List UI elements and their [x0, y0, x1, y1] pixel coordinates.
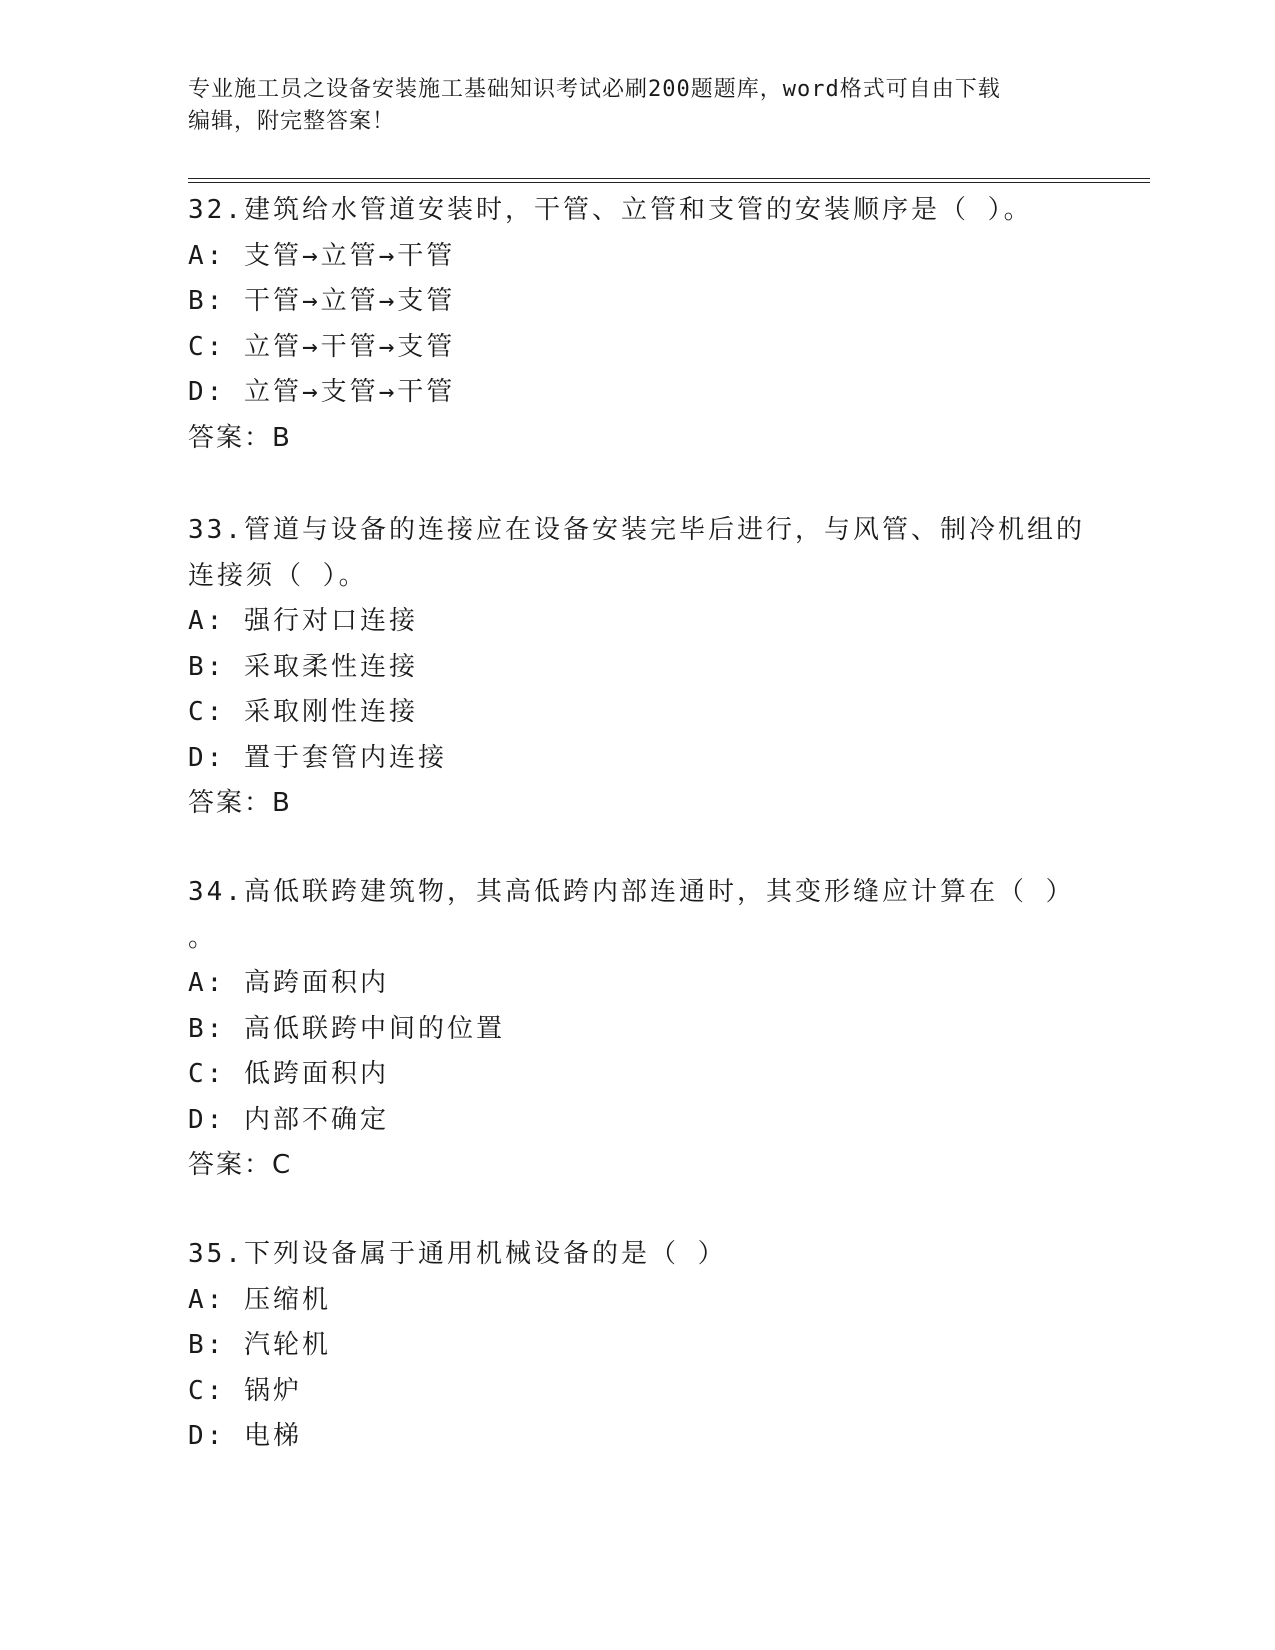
option-b: B: 汽轮机: [188, 1330, 331, 1360]
question-stem: 33.管道与设备的连接应在设备安装完毕后进行，与风管、制冷机组的: [188, 515, 1085, 545]
header-divider-top: [188, 178, 1150, 179]
option-c: C: 低跨面积内: [188, 1059, 389, 1089]
option-d: D: 立管→支管→干管: [188, 377, 456, 407]
option-d: D: 内部不确定: [188, 1104, 389, 1135]
option-d: D: 置于套管内连接: [188, 742, 447, 773]
question-stem: 35.下列设备属于通用机械设备的是（ ）: [188, 1239, 727, 1269]
question-32: [188, 188, 1088, 461]
question-35: [188, 1232, 1088, 1460]
option-c: C: 立管→干管→支管: [188, 331, 456, 362]
question-stem-continued: 。: [188, 922, 218, 953]
question-33: [188, 508, 1088, 827]
option-c: C: 采取刚性连接: [188, 697, 418, 727]
option-b: B: 采取柔性连接: [188, 651, 418, 682]
option-a: A: 强行对口连接: [188, 606, 418, 636]
option-a: A: 压缩机: [188, 1284, 331, 1315]
question-stem: 32.建筑给水管道安装时，干管、立管和支管的安装顺序是（ ）。: [188, 195, 1033, 225]
question-stem: 34.高低联跨建筑物，其高低跨内部连通时，其变形缝应计算在（ ）: [188, 877, 1075, 907]
option-a: A: 高跨面积内: [188, 968, 389, 998]
header-divider-bottom: [188, 182, 1150, 183]
option-d: D: 电梯: [188, 1421, 302, 1451]
answer: 答案：B: [188, 422, 292, 453]
answer: 答案：B: [188, 788, 292, 818]
document-header: [188, 74, 1088, 138]
header-line-1: 专业施工员之设备安装施工基础知识考试必刷200题题库，word格式可自由下载: [188, 77, 1001, 102]
option-c: C: 锅炉: [188, 1375, 302, 1406]
option-a: A: 支管→立管→干管: [188, 240, 456, 271]
answer: 答案：C: [188, 1150, 293, 1180]
question-stem-continued: 连接须（ ）。: [188, 560, 368, 591]
option-b: B: 干管→立管→支管: [188, 286, 456, 316]
option-b: B: 高低联跨中间的位置: [188, 1013, 505, 1044]
question-34: [188, 870, 1088, 1189]
header-line-2: 编辑，附完整答案！: [188, 109, 396, 134]
